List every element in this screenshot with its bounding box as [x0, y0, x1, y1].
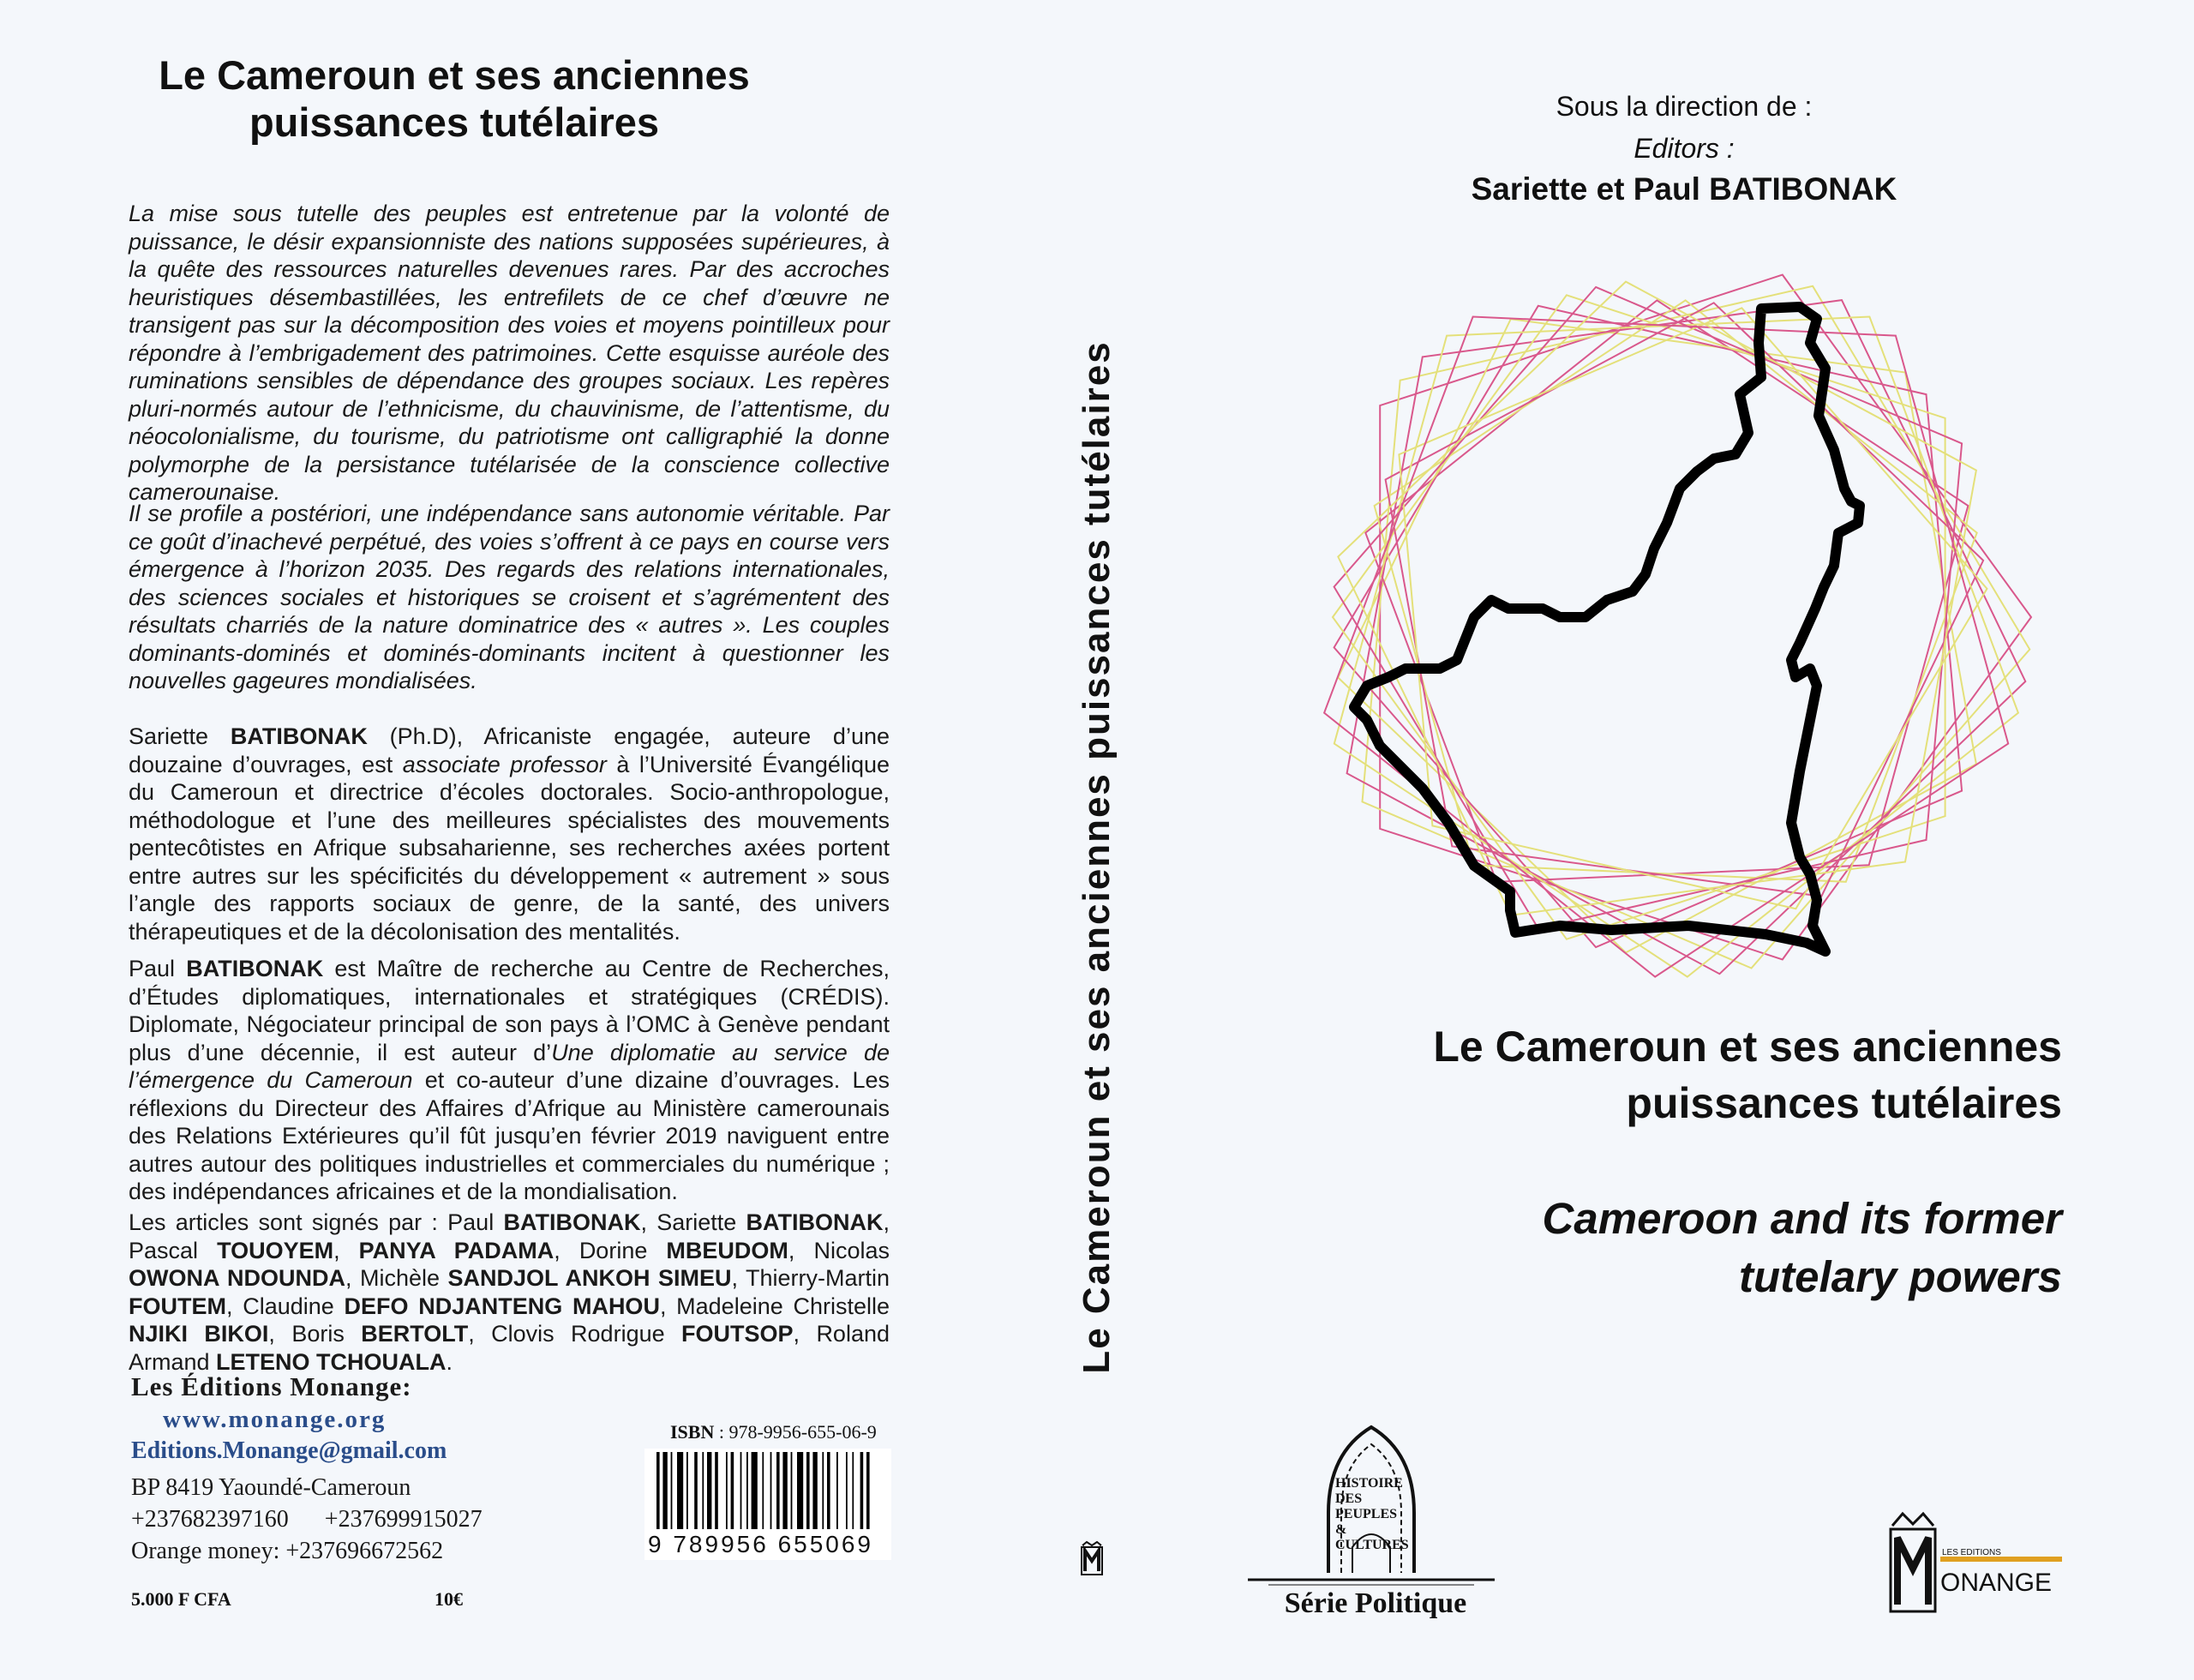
front-english-line1: Cameroon and its former — [1542, 1194, 2062, 1243]
author-name: PANYA PADAMA — [358, 1237, 554, 1263]
barcode-digits: 9 789956 655069 — [644, 1531, 891, 1558]
publisher-phones: +237682397160 +237699915027 — [131, 1506, 483, 1533]
author-name: DEFO NDJANTENG MAHOU — [344, 1293, 660, 1319]
isbn-label: ISBN : 978-9956-655-06-9 — [670, 1421, 877, 1443]
serie-word-4: & — [1335, 1522, 1347, 1537]
cover-illustration — [1286, 240, 2074, 1016]
serie-caption: Série Politique — [1284, 1587, 1467, 1619]
serie-logo — [1243, 1419, 1500, 1594]
back-title-line2: puissances tutélaires — [249, 99, 660, 145]
dome-icon — [1243, 1419, 1500, 1590]
spine-title: Le Cameroun et ses anciennes puissances tutélaires — [1076, 340, 1118, 1374]
author-name: TOUOYEM — [217, 1237, 334, 1263]
blurb-paragraph-2: Il se profile a postériori, une indépendance sans autonomie véritable. Par ce goût d’inachevé perpétué, des voies s’offrent à ce pays en course vers émergence à l’horizon 2035. Des regards des relations internationales, des sciences sociales et historiques se croisent et s’agrémentent des résultats charriés de la nature dominatrice des « autres ». Les couples dominants-dominés et dominés-dominants incitent à questionner les nouvelles gageures mondialisées. — [129, 501, 890, 693]
author-name: NJIKI BIKOI — [129, 1321, 269, 1347]
publisher-address: BP 8419 Yaoundé-Cameroun — [131, 1474, 411, 1501]
price-eur: 10€ — [435, 1588, 463, 1610]
author-prefix: Thierry-Martin — [745, 1265, 890, 1291]
publisher-website-link[interactable]: www.monange.org — [163, 1406, 387, 1433]
author-prefix: Pascal — [129, 1237, 218, 1263]
back-title-line1: Le Cameroun et ses anciennes — [159, 52, 750, 98]
author-prefix: Paul — [447, 1209, 504, 1235]
author-name: BATIBONAK — [746, 1209, 884, 1235]
editors-label: Editors : — [1634, 133, 1735, 164]
front-title-line1: Le Cameroun et ses anciennes — [1433, 1023, 2062, 1071]
cameroon-outline — [1354, 307, 1860, 951]
bio-paul: Paul BATIBONAK est Maître de recherche au Centre de Recherches, d’Études diplomatiques, internationales et stratégiques (CRÉDIS). Diplomate, Négociateur principal de son pays à l’OMC à Genève pendant plus d’une décennie, il est auteur d’Une diplomatie au service de l’émergence du Cameroun et co-auteur d’une dizaine d’ouvrages. Les réflexions du Directeur des Affaires d’Afrique au Ministère camerounais des Relations Extérieures qu’il fût jusqu’en février 2019 naviguent entre autres autour des politiques industrielles et commerciales du numérique ; des indépendances africaines et de la mondialisation. — [129, 956, 890, 1204]
direction-label: Sous la direction de : — [1556, 91, 1813, 122]
publisher-name: Les Éditions Monange: — [131, 1371, 412, 1401]
author-prefix: Clovis Rodrigue — [491, 1321, 682, 1347]
price-cfa: 5.000 F CFA — [131, 1588, 231, 1610]
spine-monange-logo — [1080, 1540, 1104, 1581]
cameroon-map-illustration — [1286, 240, 2074, 1011]
author-prefix: Roland Armand — [129, 1321, 890, 1375]
author-name: MBEUDOM — [666, 1237, 788, 1263]
geometric-polygons — [1324, 275, 2031, 977]
publisher-orange-money: Orange money: +237696672562 — [131, 1538, 444, 1564]
author-prefix: Sariette — [656, 1209, 746, 1235]
author-prefix: Boris — [291, 1321, 362, 1347]
crown-icon — [1892, 1514, 1933, 1526]
front-english-title — [1268, 1190, 2062, 1306]
author-name: SANDJOL ANKOH SIMEU — [447, 1265, 732, 1291]
monange-logo — [1885, 1509, 2065, 1624]
blurb-paragraph-1: La mise sous tutelle des peuples est entretenue par la volonté de puissance, le désir expansionniste des nations supposées supérieures, à la quête des ressources naturelles devenues rares. Par des accroches heuristiques désembastillées, les entrefilets de ce chef d’œuvre ne transigent pas sur la décomposition des voies et moyens pointilleux pour répondre à l’embrigadement des patrimoines. Cette esquisse auréole des ruminations sensibles de dépendance des groupes sociaux. Les repères pluri-normés autour de l’ethnicisme, du chauvinisme, de l’attentisme, du néocolonialisme, du tourisme, du patriotisme ont calligraphié la donne polymorphe de la persistance tutélarisée de la conscience collective camerounaise. — [129, 201, 890, 505]
author-name: OWONA NDOUNDA — [129, 1265, 345, 1291]
front-english-line2: tutelary powers — [1739, 1252, 2062, 1301]
back-title — [129, 51, 780, 146]
author-prefix: Nicolas — [813, 1237, 890, 1263]
author-prefix: Claudine — [243, 1293, 345, 1319]
monange-logo-text: ONANGE — [1940, 1569, 2053, 1597]
serie-word-5: CULTURES — [1335, 1538, 1409, 1552]
author-name: BERTOLT — [361, 1321, 469, 1347]
monange-logo-small: LES EDITIONS — [1942, 1548, 2001, 1557]
front-title-line2: puissances tutélaires — [1626, 1079, 2062, 1127]
author-prefix: Dorine — [578, 1237, 667, 1263]
barcode-bars — [644, 1449, 891, 1533]
publisher-email-link[interactable]: Editions.Monange@gmail.com — [131, 1437, 447, 1464]
author-prefix: Michèle — [359, 1265, 448, 1291]
author-prefix: Madeleine Christelle — [676, 1293, 890, 1319]
author-name: FOUTSOP — [681, 1321, 794, 1347]
author-name: BATIBONAK — [503, 1209, 641, 1235]
authors-list: Les articles sont signés par : Paul BATIBONAK, Sariette BATIBONAK, Pascal TOUOYEM, PANYA PADAMA, Dorine MBEUDOM, Nicolas OWONA NDOUNDA, Michèle SANDJOL ANKOH SIMEU, Thierry-Martin FOUTEM, Claudine DEFO NDJANTENG MAHOU, Madeleine Christelle NJIKI BIKOI, Boris BERTOLT, Clovis Rodrigue FOUTSOP, Roland Armand LETENO TCHOUALA. — [129, 1209, 890, 1375]
serie-word-3: PEUPLES — [1335, 1507, 1398, 1521]
serie-word-1: HISTOIRE — [1335, 1476, 1403, 1491]
editors-names: Sariette et Paul BATIBONAK — [1471, 171, 1897, 207]
front-title — [1268, 1018, 2062, 1131]
author-name: LETENO TCHOUALA — [216, 1348, 447, 1375]
author-name: FOUTEM — [129, 1293, 226, 1319]
bio-sariette: Sariette BATIBONAK (Ph.D), Africaniste engagée, auteure d’une douzaine d’ouvrages, est associate professor à l’Université Évangélique du Cameroun et directrice d’écoles doctorales. Socio-anthropologue, méthodologue et l’une des meilleures spécialistes des mouvements pentecôtistes en Afrique subsaharienne, ses recherches axées portent entre autres sur les spécificités du développement « autrement » sous l’angle des rapports sociaux de genre, de la santé, des univers thérapeutiques et de la décolonisation des mentalités. — [129, 723, 890, 945]
serie-word-2: DES — [1335, 1491, 1363, 1506]
